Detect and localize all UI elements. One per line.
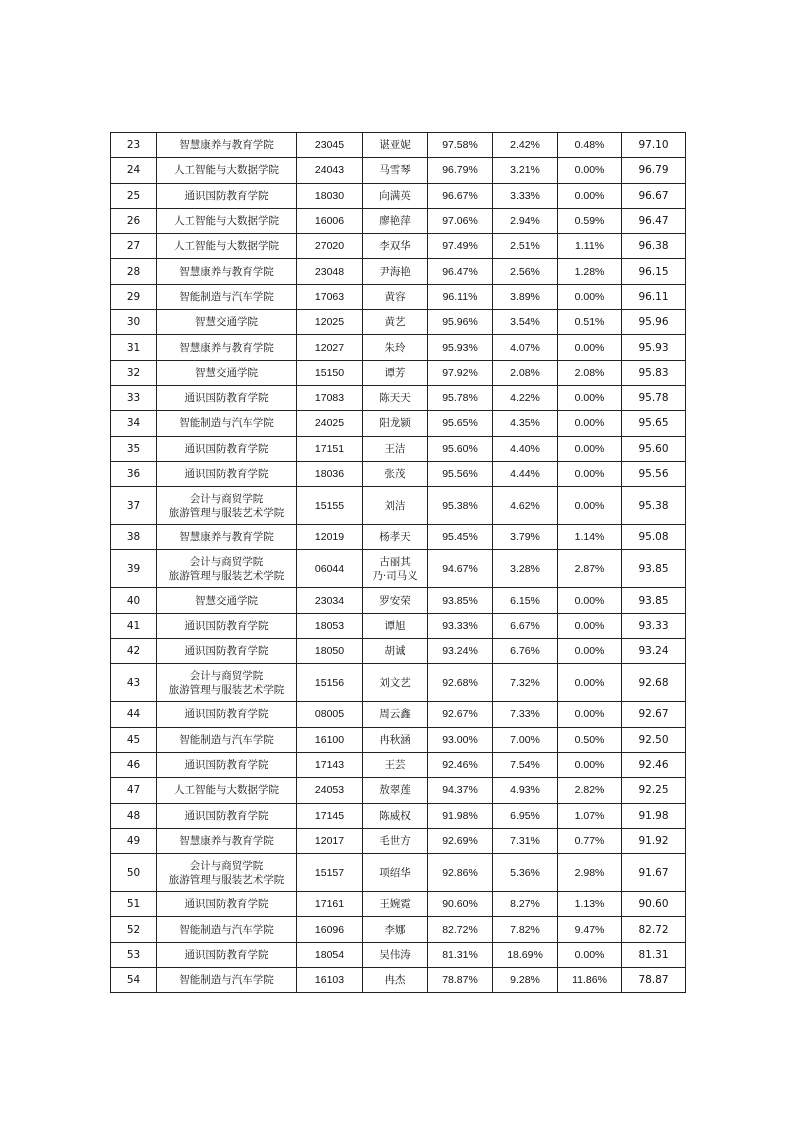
staff-id-cell: 15156 bbox=[297, 664, 363, 702]
row-number: 27 bbox=[111, 234, 157, 259]
college-cell: 智能制造与汽车学院 bbox=[157, 917, 297, 942]
percent-2-cell: 6.15% bbox=[493, 588, 558, 613]
score-cell: 96.11 bbox=[622, 284, 686, 309]
row-number: 39 bbox=[111, 550, 157, 588]
table-row bbox=[111, 360, 686, 385]
score-cell: 92.50 bbox=[622, 727, 686, 752]
percent-3-cell: 2.98% bbox=[558, 854, 622, 892]
staff-id-cell: 17161 bbox=[297, 892, 363, 917]
table-row bbox=[111, 664, 686, 702]
percent-3-cell: 0.59% bbox=[558, 208, 622, 233]
percent-1-cell: 95.56% bbox=[428, 461, 493, 486]
table-row bbox=[111, 133, 686, 158]
score-cell: 92.68 bbox=[622, 664, 686, 702]
percent-1-cell: 93.85% bbox=[428, 588, 493, 613]
college-cell: 通识国防教育学院 bbox=[157, 613, 297, 638]
college-cell: 通识国防教育学院 bbox=[157, 436, 297, 461]
name-cell: 陈天天 bbox=[363, 385, 428, 410]
percent-2-cell: 3.79% bbox=[493, 525, 558, 550]
row-number: 40 bbox=[111, 588, 157, 613]
name-cell: 毛世方 bbox=[363, 828, 428, 853]
table-row bbox=[111, 942, 686, 967]
percent-2-cell: 18.69% bbox=[493, 942, 558, 967]
score-cell: 95.60 bbox=[622, 436, 686, 461]
percent-3-cell: 1.28% bbox=[558, 259, 622, 284]
percent-2-cell: 7.54% bbox=[493, 752, 558, 777]
name-cell: 黄容 bbox=[363, 284, 428, 309]
college-cell: 智能制造与汽车学院 bbox=[157, 284, 297, 309]
percent-2-cell: 2.56% bbox=[493, 259, 558, 284]
staff-id-cell: 16100 bbox=[297, 727, 363, 752]
percent-3-cell: 0.00% bbox=[558, 487, 622, 525]
college-cell: 通识国防教育学院 bbox=[157, 942, 297, 967]
percent-1-cell: 97.49% bbox=[428, 234, 493, 259]
percent-3-cell: 0.00% bbox=[558, 461, 622, 486]
percent-1-cell: 96.79% bbox=[428, 158, 493, 183]
staff-id-cell: 08005 bbox=[297, 702, 363, 727]
name-cell: 朱玲 bbox=[363, 335, 428, 360]
name-cell: 周云鑫 bbox=[363, 702, 428, 727]
score-cell: 95.83 bbox=[622, 360, 686, 385]
row-number: 54 bbox=[111, 968, 157, 993]
score-cell: 96.47 bbox=[622, 208, 686, 233]
score-cell: 96.15 bbox=[622, 259, 686, 284]
table-row bbox=[111, 436, 686, 461]
college-cell: 智慧康养与教育学院 bbox=[157, 525, 297, 550]
score-cell: 95.08 bbox=[622, 525, 686, 550]
score-cell: 93.85 bbox=[622, 550, 686, 588]
table-row bbox=[111, 461, 686, 486]
name-cell: 罗安荣 bbox=[363, 588, 428, 613]
college-cell: 会计与商贸学院 旅游管理与服装艺术学院 bbox=[157, 550, 297, 588]
name-cell: 李娜 bbox=[363, 917, 428, 942]
table-row bbox=[111, 828, 686, 853]
staff-id-cell: 12019 bbox=[297, 525, 363, 550]
row-number: 29 bbox=[111, 284, 157, 309]
row-number: 35 bbox=[111, 436, 157, 461]
name-cell: 王芸 bbox=[363, 752, 428, 777]
row-number: 32 bbox=[111, 360, 157, 385]
percent-2-cell: 3.54% bbox=[493, 310, 558, 335]
table-row bbox=[111, 854, 686, 892]
percent-3-cell: 0.00% bbox=[558, 284, 622, 309]
percent-2-cell: 2.94% bbox=[493, 208, 558, 233]
score-cell: 81.31 bbox=[622, 942, 686, 967]
staff-id-cell: 18054 bbox=[297, 942, 363, 967]
table-row bbox=[111, 335, 686, 360]
percent-3-cell: 1.14% bbox=[558, 525, 622, 550]
score-cell: 95.93 bbox=[622, 335, 686, 360]
percent-1-cell: 92.46% bbox=[428, 752, 493, 777]
college-cell: 智慧交通学院 bbox=[157, 310, 297, 335]
score-cell: 91.67 bbox=[622, 854, 686, 892]
college-cell: 智慧康养与教育学院 bbox=[157, 259, 297, 284]
name-cell: 刘洁 bbox=[363, 487, 428, 525]
table-row bbox=[111, 550, 686, 588]
college-cell: 人工智能与大数据学院 bbox=[157, 158, 297, 183]
percent-3-cell: 0.00% bbox=[558, 588, 622, 613]
table-row bbox=[111, 487, 686, 525]
percent-1-cell: 81.31% bbox=[428, 942, 493, 967]
percent-1-cell: 95.60% bbox=[428, 436, 493, 461]
percent-3-cell: 2.82% bbox=[558, 778, 622, 803]
percent-1-cell: 97.58% bbox=[428, 133, 493, 158]
score-cell: 95.65 bbox=[622, 411, 686, 436]
row-number: 33 bbox=[111, 385, 157, 410]
percent-2-cell: 4.22% bbox=[493, 385, 558, 410]
name-cell: 项绍华 bbox=[363, 854, 428, 892]
college-cell: 智能制造与汽车学院 bbox=[157, 968, 297, 993]
college-cell: 人工智能与大数据学院 bbox=[157, 234, 297, 259]
percent-3-cell: 0.00% bbox=[558, 752, 622, 777]
table-row bbox=[111, 968, 686, 993]
college-cell: 通识国防教育学院 bbox=[157, 803, 297, 828]
staff-id-cell: 16103 bbox=[297, 968, 363, 993]
name-cell: 马雪琴 bbox=[363, 158, 428, 183]
score-cell: 97.10 bbox=[622, 133, 686, 158]
name-cell: 谌亚妮 bbox=[363, 133, 428, 158]
college-cell: 智慧康养与教育学院 bbox=[157, 828, 297, 853]
percent-2-cell: 3.89% bbox=[493, 284, 558, 309]
row-number: 49 bbox=[111, 828, 157, 853]
row-number: 51 bbox=[111, 892, 157, 917]
percent-3-cell: 0.00% bbox=[558, 183, 622, 208]
college-cell: 通识国防教育学院 bbox=[157, 461, 297, 486]
percent-1-cell: 95.78% bbox=[428, 385, 493, 410]
percent-3-cell: 0.77% bbox=[558, 828, 622, 853]
score-cell: 92.25 bbox=[622, 778, 686, 803]
name-cell: 尹海艳 bbox=[363, 259, 428, 284]
staff-id-cell: 16096 bbox=[297, 917, 363, 942]
score-cell: 96.79 bbox=[622, 158, 686, 183]
percent-2-cell: 3.28% bbox=[493, 550, 558, 588]
table-row bbox=[111, 385, 686, 410]
row-number: 47 bbox=[111, 778, 157, 803]
table-row bbox=[111, 158, 686, 183]
staff-id-cell: 12025 bbox=[297, 310, 363, 335]
table-row bbox=[111, 588, 686, 613]
college-cell: 会计与商贸学院 旅游管理与服装艺术学院 bbox=[157, 487, 297, 525]
percent-2-cell: 5.36% bbox=[493, 854, 558, 892]
table-row bbox=[111, 310, 686, 335]
name-cell: 王婉霓 bbox=[363, 892, 428, 917]
college-cell: 通识国防教育学院 bbox=[157, 892, 297, 917]
table-row bbox=[111, 525, 686, 550]
score-cell: 92.46 bbox=[622, 752, 686, 777]
percent-3-cell: 0.00% bbox=[558, 385, 622, 410]
percent-1-cell: 91.98% bbox=[428, 803, 493, 828]
score-cell: 95.78 bbox=[622, 385, 686, 410]
name-cell: 陈威权 bbox=[363, 803, 428, 828]
percent-2-cell: 6.76% bbox=[493, 639, 558, 664]
name-cell: 冉杰 bbox=[363, 968, 428, 993]
percent-3-cell: 1.13% bbox=[558, 892, 622, 917]
score-cell: 93.33 bbox=[622, 613, 686, 638]
name-cell: 廖艳萍 bbox=[363, 208, 428, 233]
name-cell: 杨孝天 bbox=[363, 525, 428, 550]
percent-1-cell: 78.87% bbox=[428, 968, 493, 993]
percent-2-cell: 7.31% bbox=[493, 828, 558, 853]
percent-3-cell: 0.48% bbox=[558, 133, 622, 158]
percent-1-cell: 95.65% bbox=[428, 411, 493, 436]
name-cell: 冉秋涵 bbox=[363, 727, 428, 752]
row-number: 43 bbox=[111, 664, 157, 702]
college-cell: 智慧康养与教育学院 bbox=[157, 133, 297, 158]
percent-2-cell: 9.28% bbox=[493, 968, 558, 993]
college-cell: 智慧康养与教育学院 bbox=[157, 335, 297, 360]
table-row bbox=[111, 259, 686, 284]
table-row bbox=[111, 234, 686, 259]
staff-id-cell: 15157 bbox=[297, 854, 363, 892]
table-row bbox=[111, 208, 686, 233]
staff-id-cell: 17083 bbox=[297, 385, 363, 410]
table-row bbox=[111, 613, 686, 638]
staff-id-cell: 27020 bbox=[297, 234, 363, 259]
college-cell: 智能制造与汽车学院 bbox=[157, 727, 297, 752]
row-number: 38 bbox=[111, 525, 157, 550]
percent-1-cell: 97.92% bbox=[428, 360, 493, 385]
percent-1-cell: 94.67% bbox=[428, 550, 493, 588]
name-cell: 向满英 bbox=[363, 183, 428, 208]
percent-3-cell: 0.00% bbox=[558, 411, 622, 436]
percent-2-cell: 3.21% bbox=[493, 158, 558, 183]
percent-1-cell: 95.96% bbox=[428, 310, 493, 335]
staff-id-cell: 23045 bbox=[297, 133, 363, 158]
percent-2-cell: 2.51% bbox=[493, 234, 558, 259]
percent-3-cell: 0.51% bbox=[558, 310, 622, 335]
staff-id-cell: 23034 bbox=[297, 588, 363, 613]
name-cell: 吴伟涛 bbox=[363, 942, 428, 967]
score-cell: 91.98 bbox=[622, 803, 686, 828]
row-number: 37 bbox=[111, 487, 157, 525]
percent-1-cell: 96.11% bbox=[428, 284, 493, 309]
percent-2-cell: 7.32% bbox=[493, 664, 558, 702]
row-number: 26 bbox=[111, 208, 157, 233]
table-row bbox=[111, 778, 686, 803]
name-cell: 谭芳 bbox=[363, 360, 428, 385]
percent-3-cell: 2.08% bbox=[558, 360, 622, 385]
table-row bbox=[111, 727, 686, 752]
percent-2-cell: 4.35% bbox=[493, 411, 558, 436]
percent-2-cell: 7.00% bbox=[493, 727, 558, 752]
score-cell: 96.38 bbox=[622, 234, 686, 259]
percent-3-cell: 0.00% bbox=[558, 158, 622, 183]
percent-1-cell: 95.45% bbox=[428, 525, 493, 550]
percent-3-cell: 1.07% bbox=[558, 803, 622, 828]
row-number: 52 bbox=[111, 917, 157, 942]
row-number: 53 bbox=[111, 942, 157, 967]
staff-id-cell: 16006 bbox=[297, 208, 363, 233]
table-body bbox=[111, 133, 686, 993]
staff-id-cell: 24025 bbox=[297, 411, 363, 436]
row-number: 34 bbox=[111, 411, 157, 436]
name-cell: 黄艺 bbox=[363, 310, 428, 335]
score-cell: 92.67 bbox=[622, 702, 686, 727]
row-number: 30 bbox=[111, 310, 157, 335]
table-row bbox=[111, 892, 686, 917]
row-number: 25 bbox=[111, 183, 157, 208]
staff-id-cell: 17145 bbox=[297, 803, 363, 828]
score-table bbox=[110, 132, 686, 993]
staff-id-cell: 18030 bbox=[297, 183, 363, 208]
percent-2-cell: 2.08% bbox=[493, 360, 558, 385]
name-cell: 刘文艺 bbox=[363, 664, 428, 702]
college-cell: 人工智能与大数据学院 bbox=[157, 778, 297, 803]
row-number: 48 bbox=[111, 803, 157, 828]
percent-2-cell: 4.44% bbox=[493, 461, 558, 486]
staff-id-cell: 12027 bbox=[297, 335, 363, 360]
staff-id-cell: 18053 bbox=[297, 613, 363, 638]
staff-id-cell: 17151 bbox=[297, 436, 363, 461]
percent-2-cell: 3.33% bbox=[493, 183, 558, 208]
table-row bbox=[111, 752, 686, 777]
percent-3-cell: 11.86% bbox=[558, 968, 622, 993]
percent-2-cell: 4.07% bbox=[493, 335, 558, 360]
percent-2-cell: 4.62% bbox=[493, 487, 558, 525]
college-cell: 人工智能与大数据学院 bbox=[157, 208, 297, 233]
row-number: 42 bbox=[111, 639, 157, 664]
staff-id-cell: 18050 bbox=[297, 639, 363, 664]
percent-3-cell: 0.00% bbox=[558, 436, 622, 461]
table-row bbox=[111, 284, 686, 309]
score-cell: 95.38 bbox=[622, 487, 686, 525]
staff-id-cell: 15155 bbox=[297, 487, 363, 525]
percent-1-cell: 93.00% bbox=[428, 727, 493, 752]
name-cell: 古丽其 乃·司马义 bbox=[363, 550, 428, 588]
percent-2-cell: 6.67% bbox=[493, 613, 558, 638]
table-row bbox=[111, 639, 686, 664]
percent-1-cell: 82.72% bbox=[428, 917, 493, 942]
staff-id-cell: 24053 bbox=[297, 778, 363, 803]
percent-1-cell: 95.93% bbox=[428, 335, 493, 360]
staff-id-cell: 12017 bbox=[297, 828, 363, 853]
percent-2-cell: 4.40% bbox=[493, 436, 558, 461]
row-number: 41 bbox=[111, 613, 157, 638]
percent-3-cell: 2.87% bbox=[558, 550, 622, 588]
name-cell: 阳龙颍 bbox=[363, 411, 428, 436]
percent-2-cell: 7.33% bbox=[493, 702, 558, 727]
staff-id-cell: 17143 bbox=[297, 752, 363, 777]
row-number: 44 bbox=[111, 702, 157, 727]
percent-3-cell: 9.47% bbox=[558, 917, 622, 942]
table-row bbox=[111, 917, 686, 942]
percent-1-cell: 95.38% bbox=[428, 487, 493, 525]
percent-3-cell: 1.11% bbox=[558, 234, 622, 259]
row-number: 24 bbox=[111, 158, 157, 183]
college-cell: 智能制造与汽车学院 bbox=[157, 411, 297, 436]
staff-id-cell: 23048 bbox=[297, 259, 363, 284]
row-number: 28 bbox=[111, 259, 157, 284]
name-cell: 张茂 bbox=[363, 461, 428, 486]
college-cell: 会计与商贸学院 旅游管理与服装艺术学院 bbox=[157, 854, 297, 892]
staff-id-cell: 24043 bbox=[297, 158, 363, 183]
name-cell: 胡诚 bbox=[363, 639, 428, 664]
percent-1-cell: 92.69% bbox=[428, 828, 493, 853]
percent-3-cell: 0.00% bbox=[558, 702, 622, 727]
percent-2-cell: 4.93% bbox=[493, 778, 558, 803]
row-number: 36 bbox=[111, 461, 157, 486]
percent-1-cell: 92.86% bbox=[428, 854, 493, 892]
percent-3-cell: 0.00% bbox=[558, 335, 622, 360]
percent-1-cell: 94.37% bbox=[428, 778, 493, 803]
percent-1-cell: 97.06% bbox=[428, 208, 493, 233]
college-cell: 通识国防教育学院 bbox=[157, 639, 297, 664]
percent-3-cell: 0.00% bbox=[558, 664, 622, 702]
row-number: 50 bbox=[111, 854, 157, 892]
percent-2-cell: 8.27% bbox=[493, 892, 558, 917]
staff-id-cell: 17063 bbox=[297, 284, 363, 309]
table-row bbox=[111, 803, 686, 828]
row-number: 45 bbox=[111, 727, 157, 752]
percent-1-cell: 92.67% bbox=[428, 702, 493, 727]
score-cell: 95.96 bbox=[622, 310, 686, 335]
table-row bbox=[111, 702, 686, 727]
name-cell: 王洁 bbox=[363, 436, 428, 461]
college-cell: 通识国防教育学院 bbox=[157, 752, 297, 777]
college-cell: 通识国防教育学院 bbox=[157, 183, 297, 208]
score-cell: 78.87 bbox=[622, 968, 686, 993]
college-cell: 智慧交通学院 bbox=[157, 588, 297, 613]
percent-3-cell: 0.00% bbox=[558, 613, 622, 638]
college-cell: 通识国防教育学院 bbox=[157, 702, 297, 727]
table-row bbox=[111, 183, 686, 208]
score-cell: 95.56 bbox=[622, 461, 686, 486]
name-cell: 李双华 bbox=[363, 234, 428, 259]
staff-id-cell: 15150 bbox=[297, 360, 363, 385]
college-cell: 会计与商贸学院 旅游管理与服装艺术学院 bbox=[157, 664, 297, 702]
college-cell: 通识国防教育学院 bbox=[157, 385, 297, 410]
percent-3-cell: 0.50% bbox=[558, 727, 622, 752]
name-cell: 敖翠莲 bbox=[363, 778, 428, 803]
percent-2-cell: 2.42% bbox=[493, 133, 558, 158]
score-cell: 93.85 bbox=[622, 588, 686, 613]
percent-1-cell: 96.47% bbox=[428, 259, 493, 284]
percent-3-cell: 0.00% bbox=[558, 942, 622, 967]
score-cell: 82.72 bbox=[622, 917, 686, 942]
row-number: 23 bbox=[111, 133, 157, 158]
percent-1-cell: 93.33% bbox=[428, 613, 493, 638]
percent-2-cell: 6.95% bbox=[493, 803, 558, 828]
percent-1-cell: 92.68% bbox=[428, 664, 493, 702]
table-row bbox=[111, 411, 686, 436]
score-cell: 96.67 bbox=[622, 183, 686, 208]
row-number: 46 bbox=[111, 752, 157, 777]
staff-id-cell: 06044 bbox=[297, 550, 363, 588]
score-cell: 93.24 bbox=[622, 639, 686, 664]
percent-1-cell: 96.67% bbox=[428, 183, 493, 208]
staff-id-cell: 18036 bbox=[297, 461, 363, 486]
row-number: 31 bbox=[111, 335, 157, 360]
name-cell: 谭旭 bbox=[363, 613, 428, 638]
percent-3-cell: 0.00% bbox=[558, 639, 622, 664]
college-cell: 智慧交通学院 bbox=[157, 360, 297, 385]
percent-2-cell: 7.82% bbox=[493, 917, 558, 942]
percent-1-cell: 93.24% bbox=[428, 639, 493, 664]
score-cell: 90.60 bbox=[622, 892, 686, 917]
score-cell: 91.92 bbox=[622, 828, 686, 853]
percent-1-cell: 90.60% bbox=[428, 892, 493, 917]
